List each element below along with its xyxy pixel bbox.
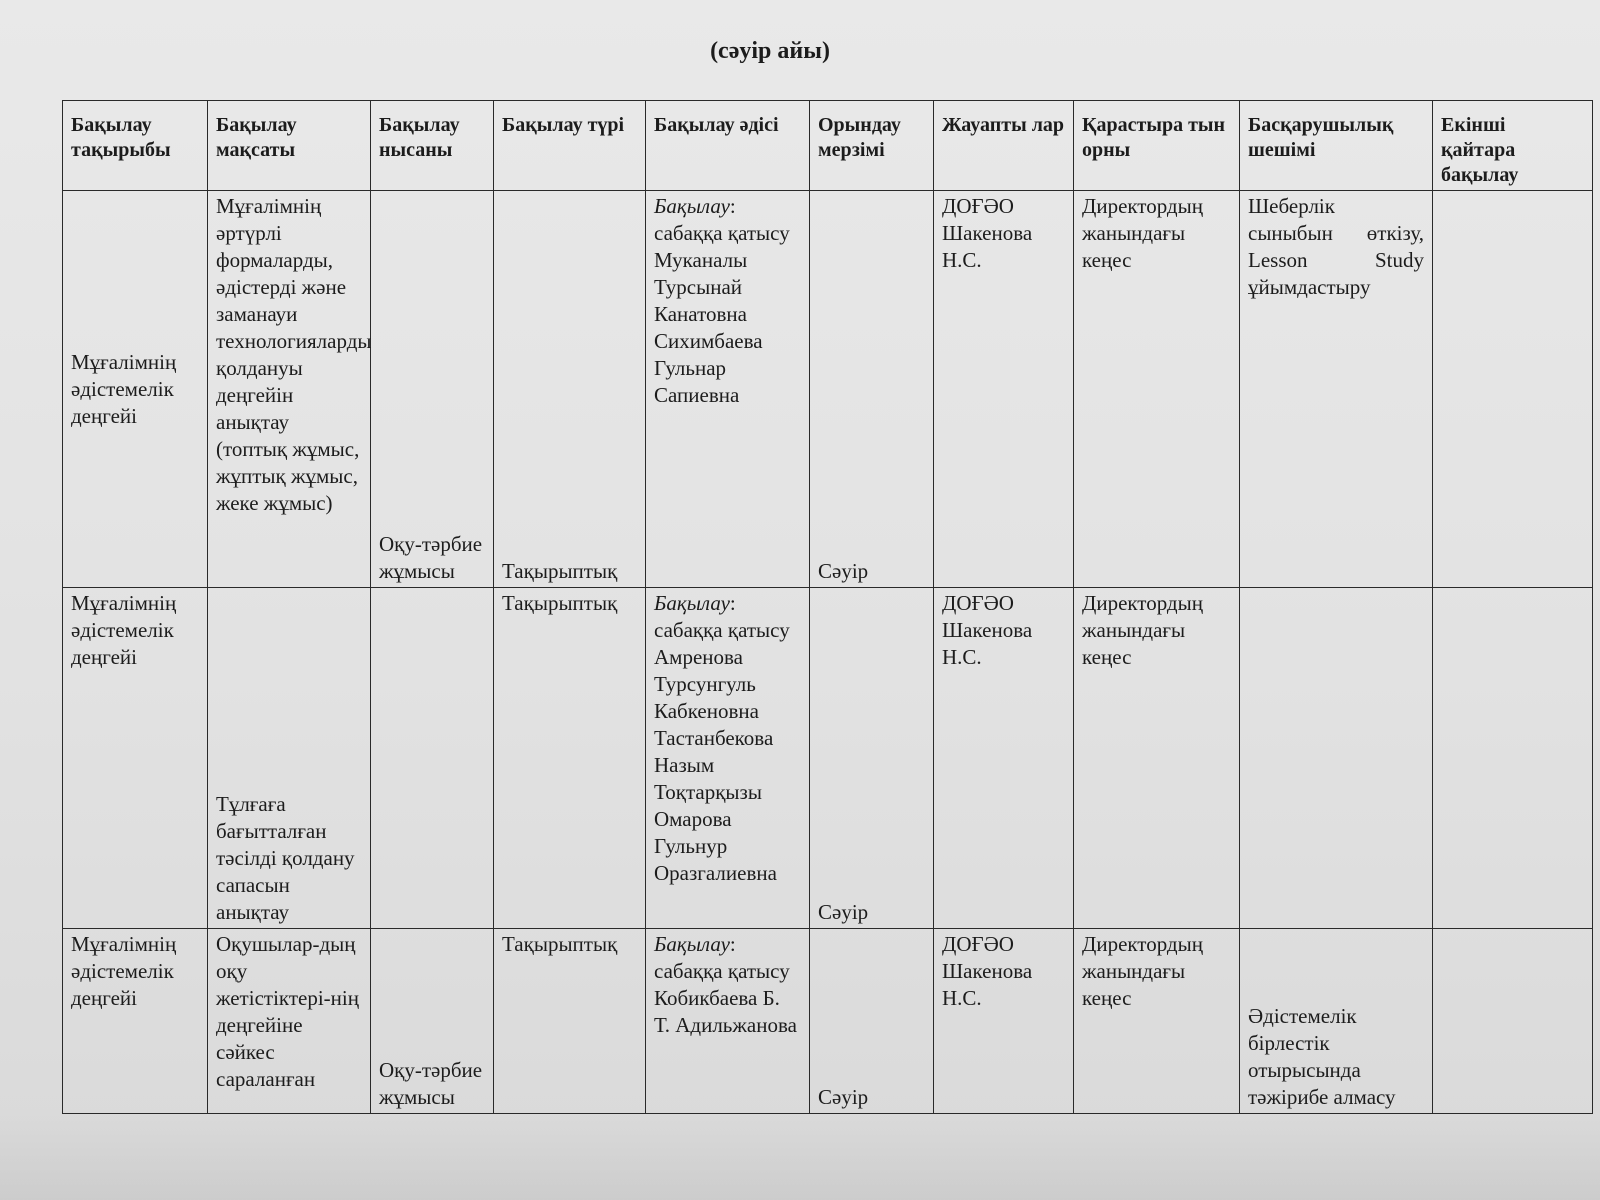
cell-place: Директордың жанындағы кеңес	[1074, 929, 1240, 1114]
cell-second-control	[1433, 191, 1593, 588]
method-label: Бақылау	[654, 932, 730, 956]
cell-decision	[1240, 588, 1433, 929]
cell-method: Бақылау: сабаққа қатысу Кобикбаева Б. Т. Адильжанова	[646, 929, 810, 1114]
header-goal: Бақылау мақсаты	[208, 101, 371, 191]
cell-goal: Оқушылар-дың оқу жетістіктері-нің деңгейіне сәйкес сараланған	[208, 929, 371, 1114]
method-text: сабаққа қатысу Муканалы Турсынай Канатовна Сихимбаева Гульнар Сапиевна	[654, 221, 790, 407]
cell-topic: Мұғалімнің әдістемелік деңгейі	[63, 191, 208, 588]
cell-second-control	[1433, 929, 1593, 1114]
cell-responsible: ДОҒӘО Шакенова Н.С.	[934, 929, 1074, 1114]
cell-topic: Мұғалімнің әдістемелік деңгейі	[63, 588, 208, 929]
header-topic: Бақылау тақырыбы	[63, 101, 208, 191]
header-responsible: Жауапты лар	[934, 101, 1074, 191]
cell-place: Директордың жанындағы кеңес	[1074, 191, 1240, 588]
method-text: сабаққа қатысу Кобикбаева Б. Т. Адильжанова	[654, 959, 797, 1037]
header-place: Қарастыра тын орны	[1074, 101, 1240, 191]
cell-responsible: ДОҒӘО Шакенова Н.С.	[934, 588, 1074, 929]
cell-responsible: ДОҒӘО Шакенова Н.С.	[934, 191, 1074, 588]
cell-object: Оқу-тәрбие жұмысы	[371, 191, 494, 588]
document-title: (сәуір айы)	[710, 38, 830, 64]
cell-deadline: Сәуір	[810, 588, 934, 929]
header-decision: Басқарушылық шешімі	[1240, 101, 1433, 191]
cell-object: Оқу-тәрбие жұмысы	[371, 929, 494, 1114]
method-label: Бақылау	[654, 591, 730, 615]
cell-type: Тақырыптық	[494, 191, 646, 588]
control-plan-table	[62, 100, 1593, 1114]
header-type: Бақылау түрі	[494, 101, 646, 191]
header-deadline: Орындау мерзімі	[810, 101, 934, 191]
cell-deadline: Сәуір	[810, 929, 934, 1114]
cell-goal: Мұғалімнің әртүрлі формаларды, әдістерді және заманауи технологияларды қолдануы деңгейін анықтау (топтық жұмыс, жұптық жұмыс, жеке жұмыс)	[208, 191, 371, 588]
cell-place: Директордың жанындағы кеңес	[1074, 588, 1240, 929]
paper-shadow	[0, 1110, 1600, 1200]
cell-type: Тақырыптық	[494, 588, 646, 929]
method-text: сабаққа қатысу Амренова Турсунгуль Кабкеновна Тастанбекова Назым Тоқтарқызы Омарова Гульнур Оразгалиевна	[654, 618, 790, 885]
header-second-control: Екінші қайтара бақылау	[1433, 101, 1593, 191]
table-row	[63, 588, 1593, 929]
cell-method: Бақылау: сабаққа қатысу Муканалы Турсынай Канатовна Сихимбаева Гульнар Сапиевна	[646, 191, 810, 588]
cell-type: Тақырыптық	[494, 929, 646, 1114]
cell-decision: Әдістемелік бірлестік отырысында тәжірибе алмасу	[1240, 929, 1433, 1114]
header-row	[63, 101, 1593, 191]
header-object: Бақылау нысаны	[371, 101, 494, 191]
method-label: Бақылау	[654, 194, 730, 218]
cell-deadline: Сәуір	[810, 191, 934, 588]
cell-decision: Шеберлік сыныбын өткізу, Lesson Study ұйымдастыру	[1240, 191, 1433, 588]
table-row	[63, 191, 1593, 588]
header-method: Бақылау әдісі	[646, 101, 810, 191]
cell-method: Бақылау: сабаққа қатысу Амренова Турсунгуль Кабкеновна Тастанбекова Назым Тоқтарқызы Омарова Гульнур Оразгалиевна	[646, 588, 810, 929]
cell-goal: Тұлғаға бағытталған тәсілді қолдану сапасын анықтау	[208, 588, 371, 929]
cell-object	[371, 588, 494, 929]
table-row	[63, 929, 1593, 1114]
cell-second-control	[1433, 588, 1593, 929]
cell-topic: Мұғалімнің әдістемелік деңгейі	[63, 929, 208, 1114]
